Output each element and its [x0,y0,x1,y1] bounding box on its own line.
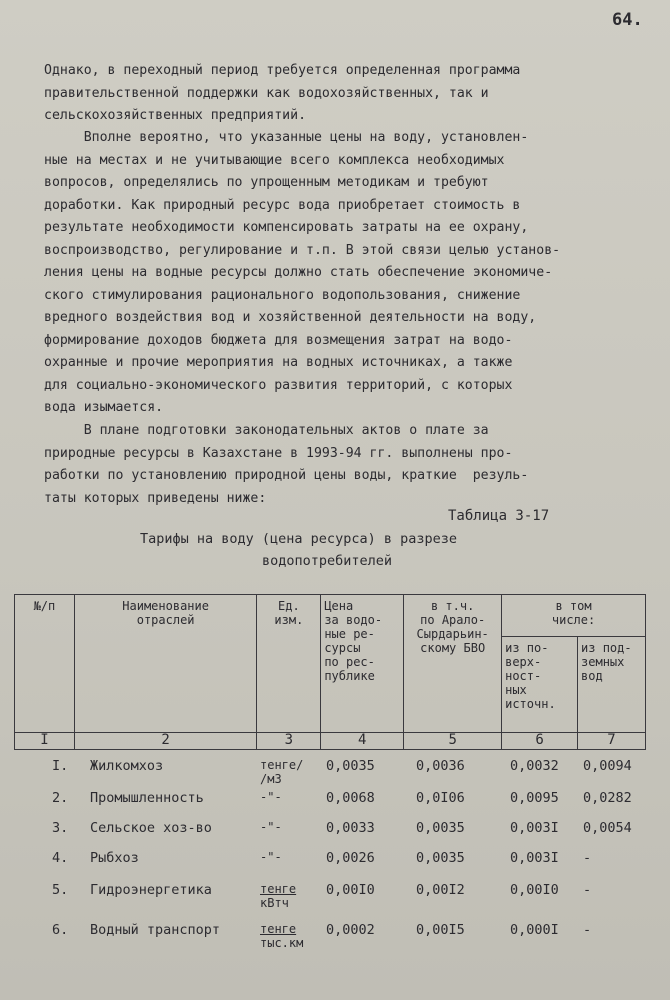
column-number: 6 [502,733,578,750]
price-aral-syrdarya: 0,00I5 [416,922,465,938]
row-number: 6. [52,922,69,938]
text-line: ления цены на водные ресурсы должно стать обеспечение экономиче- [44,265,553,280]
table-row [0,882,670,912]
sector-name: Промышленность [90,790,204,806]
unit-cell [260,922,303,950]
column-number: 5 [404,733,502,750]
price-republic: 0,00I0 [326,882,375,898]
price-surface: 0,000I [510,922,559,938]
price-republic: 0,0026 [326,850,375,866]
table-caption [0,528,670,572]
text-line: ные на местах и не учитывающие всего комплекса необходимых [44,152,505,168]
price-surface: 0,003I [510,820,559,836]
unit-line: тенге [260,922,297,936]
row-number: 3. [52,820,69,836]
column-number: 2 [74,733,257,750]
column-number: I [15,733,75,750]
unit-line: -"- [260,790,282,804]
paragraph [44,60,644,128]
price-republic: 0,0033 [326,820,375,836]
unit-line: тенге/ [260,758,304,772]
header-price: Цена за водо- ные ре- сурсы по рес- публике [321,595,404,733]
sector-name: Сельское хоз-во [90,820,212,836]
text-line: для социально-экономического развития территорий, с которых [44,377,513,393]
price-surface: 0,0095 [510,790,559,806]
unit-line: -"- [260,850,282,864]
price-ground: 0,0054 [583,820,632,836]
paragraph [44,127,644,420]
row-number: 2. [52,790,69,806]
price-aral-syrdarya: 0,0035 [416,850,465,866]
unit-cell [260,882,296,910]
text-line: природные ресурсы в Казахстане в 1993-94 гг. выполнены про- [44,445,513,461]
header-name: Наименование отраслей [74,595,257,733]
price-republic: 0,0068 [326,790,375,806]
price-republic: 0,0035 [326,758,375,774]
price-aral-syrdarya: 0,0036 [416,758,465,774]
text-line: вода изымается. [44,400,164,415]
table-caption-line: водопотребителей [262,553,393,569]
price-surface: 0,0032 [510,758,559,774]
text-line: формирование доходов бюджета для возмещения затрат на водо- [44,332,513,348]
text-line: Вполне вероятно, что указанные цены на воду, установлен- [44,130,529,145]
unit-line: тенге [260,882,297,896]
text-line: доработки. Как природный ресурс вода приобретает стоимость в [44,197,521,213]
unit-line: тыс.км [260,936,304,950]
price-ground: - [583,850,592,866]
page-number: 64. [612,10,643,30]
header-ground: из под- земных вод [578,637,646,733]
header-of-which: в том числе: [502,595,646,637]
unit-cell [260,850,282,864]
table-row [0,758,670,788]
price-aral-syrdarya: 0,0I06 [416,790,465,806]
price-aral-syrdarya: 0,0035 [416,820,465,836]
table-number: Таблица 3-17 [448,508,550,524]
price-ground: - [583,882,592,898]
table-row [0,922,670,952]
price-republic: 0,0002 [326,922,375,938]
table-row [0,820,670,850]
text-line: В плане подготовки законодательных актов о плате за [44,423,489,438]
text-line: таты которых приведены ниже: [44,490,267,506]
header-incl: в т.ч. по Арало- Сырдарьин- скому БВО [404,595,502,733]
header-surface: из по- верх- ност- ных источн. [502,637,578,733]
unit-cell [260,820,282,834]
unit-line: кВтч [260,896,289,910]
price-ground: 0,0094 [583,758,632,774]
row-number: 4. [52,850,69,866]
unit-cell [260,758,303,786]
price-surface: 0,003I [510,850,559,866]
table-row [0,790,670,820]
column-number: 4 [321,733,404,750]
row-number: 5. [52,882,69,898]
column-number: 7 [578,733,646,750]
price-aral-syrdarya: 0,00I2 [416,882,465,898]
text-line: воспроизводство, регулирование и т.п. В этой связи целью установ- [44,242,561,258]
text-line: ского стимулирования рационального водопользования, снижение [44,287,521,303]
header-unit: Ед. изм. [257,595,321,733]
text-line: правительственной поддержки как водохозяйственных, так и [44,85,489,101]
price-ground: 0,0282 [583,790,632,806]
table-row [0,850,670,880]
text-line: вопросов, определялись по упрощенным методикам и требуют [44,175,489,190]
price-ground: - [583,922,592,938]
text-line: сельскохозяйственных предприятий. [44,108,307,123]
table-caption-line: Тарифы на воду (цена ресурса) в разрезе [140,531,457,547]
header-num: №/п [15,595,75,733]
paragraph [44,420,644,510]
sector-name: Рыбхоз [90,850,139,866]
tariff-table-header [14,594,646,750]
sector-name: Водный транспорт [90,922,221,938]
unit-line: -"- [260,820,282,834]
sector-name: Жилкомхоз [90,758,164,774]
text-line: результате необходимости компенсировать затраты на ее охрану, [44,220,529,235]
column-number: 3 [257,733,321,750]
text-line: вредного воздействия вод и хозяйственной деятельности на воду, [44,310,537,325]
unit-cell [260,790,282,804]
row-number: I. [52,758,69,774]
unit-line: /м3 [260,772,282,786]
price-surface: 0,00I0 [510,882,559,898]
text-line: охранные и прочие мероприятия на водных источниках, а также [44,355,513,370]
text-line: работки по установлению природной цены воды, краткие резуль- [44,468,529,483]
text-line: Однако, в переходный период требуется определенная программа [44,63,521,78]
sector-name: Гидроэнергетика [90,882,212,898]
